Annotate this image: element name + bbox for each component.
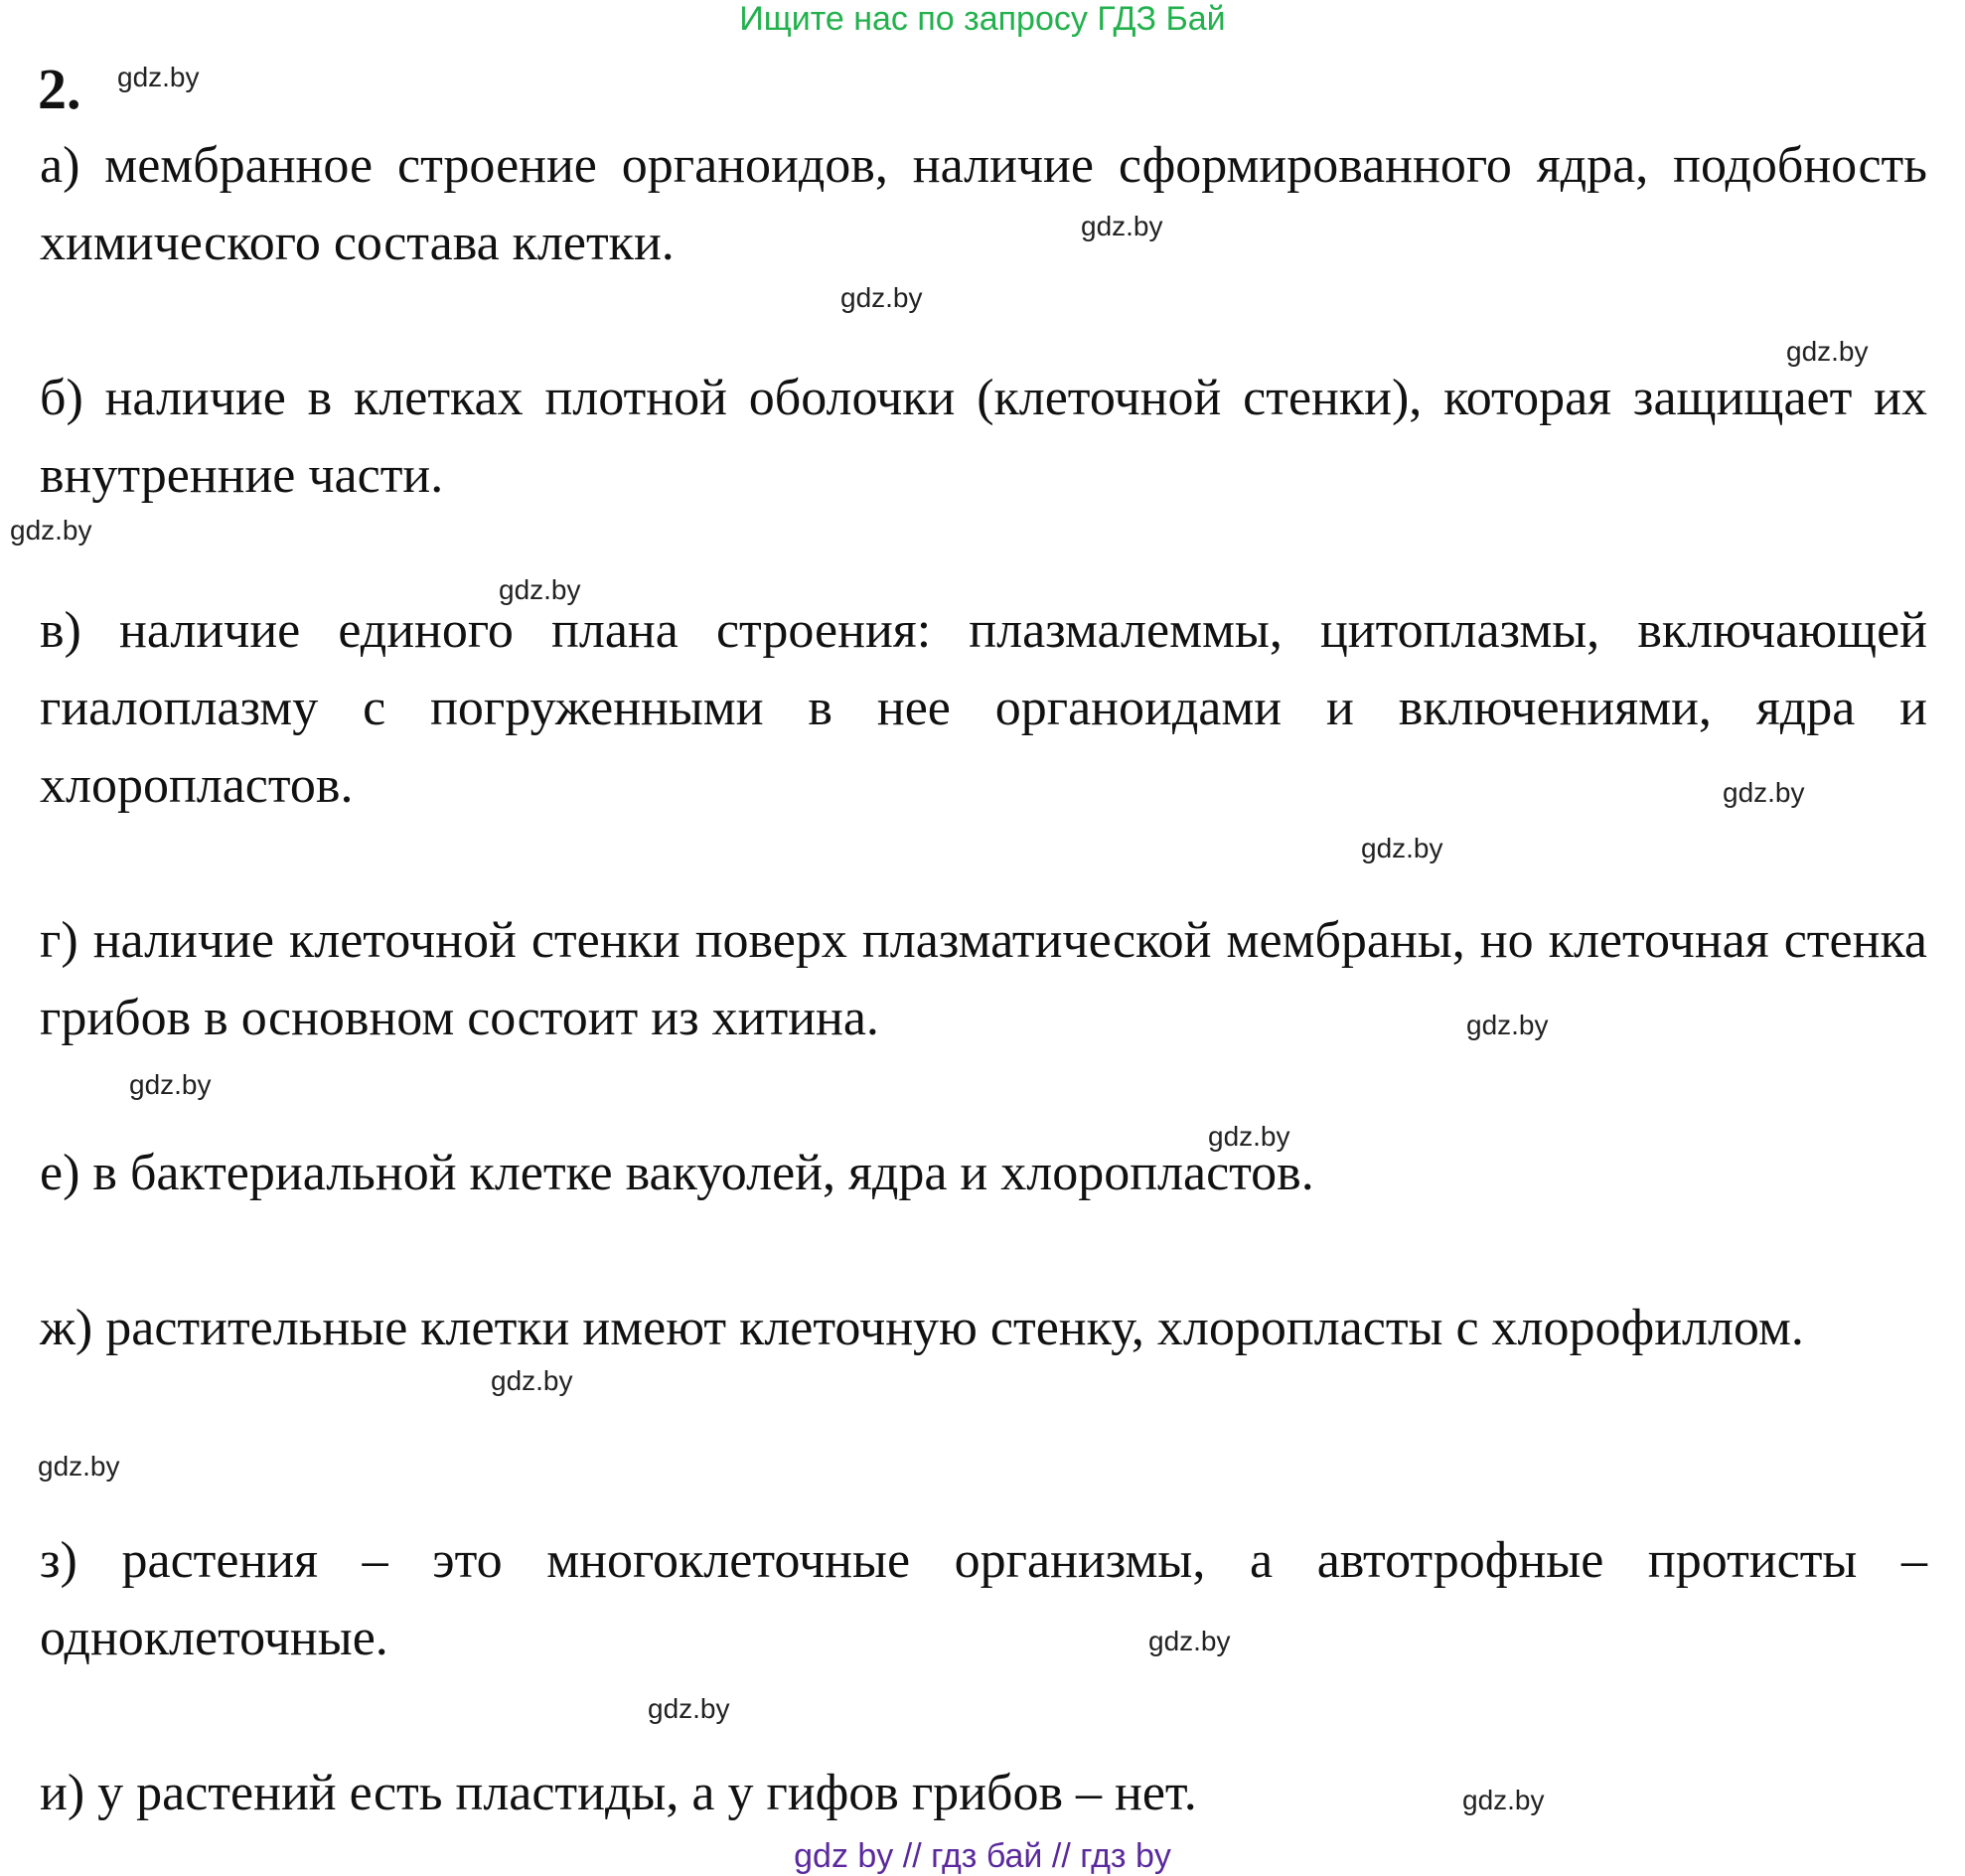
watermark: gdz.by xyxy=(129,1069,212,1100)
watermark: gdz.by xyxy=(38,1451,120,1482)
answer-e: е) в бактериальной клетке вакуолей, ядра и хлоропластов. xyxy=(40,1145,1314,1201)
answer-z: з) растения – это многоклеточные организмы, а автотрофные протисты – одноклеточные. xyxy=(40,1532,1927,1666)
watermark: gdz.by xyxy=(1208,1121,1290,1152)
search-banner: Ищите нас по запросу ГДЗ Бай xyxy=(739,0,1226,38)
watermark: gdz.by xyxy=(499,574,581,605)
watermark: gdz.by xyxy=(1462,1785,1545,1815)
answer-b: б) наличие в клетках плотной оболочки (клеточной стенки), которая защищает их внутренние части. xyxy=(40,370,1927,504)
answer-i: и) у растений есть пластиды, а у гифов грибов – нет. xyxy=(40,1765,1197,1821)
watermark: gdz.by xyxy=(648,1693,730,1724)
answer-g: г) наличие клеточной стенки поверх плазматической мембраны, но клеточная стенка грибов в основном состоит из хитина. xyxy=(40,912,1927,1046)
watermark: gdz.by xyxy=(1466,1010,1549,1040)
answer-a: а) мембранное строение органоидов, наличие сформированного ядра, подобность химического состава клетки. xyxy=(40,137,1927,271)
watermark: gdz.by xyxy=(1361,833,1443,863)
task-number: 2. xyxy=(38,57,81,121)
watermark: gdz.by xyxy=(10,515,92,546)
answer-zh: ж) растительные клетки имеют клеточную стенку, хлоропласты с хлорофиллом. xyxy=(40,1300,1804,1356)
watermark: gdz.by xyxy=(1723,777,1805,808)
answer-v: в) наличие единого плана строения: плазмалеммы, цитоплазмы, включающей гиалоплазму с погруженными в нее органоидами и включениями, ядра и хлоропластов. xyxy=(40,602,1927,814)
watermark: gdz.by xyxy=(1148,1626,1231,1656)
watermark: gdz.by xyxy=(1081,211,1163,241)
watermark: gdz.by xyxy=(840,282,923,313)
footer-links: gdz by // гдз бай // гдз by xyxy=(794,1837,1171,1875)
watermark: gdz.by xyxy=(117,62,200,92)
watermark: gdz.by xyxy=(1786,336,1869,367)
watermark: gdz.by xyxy=(491,1365,573,1396)
